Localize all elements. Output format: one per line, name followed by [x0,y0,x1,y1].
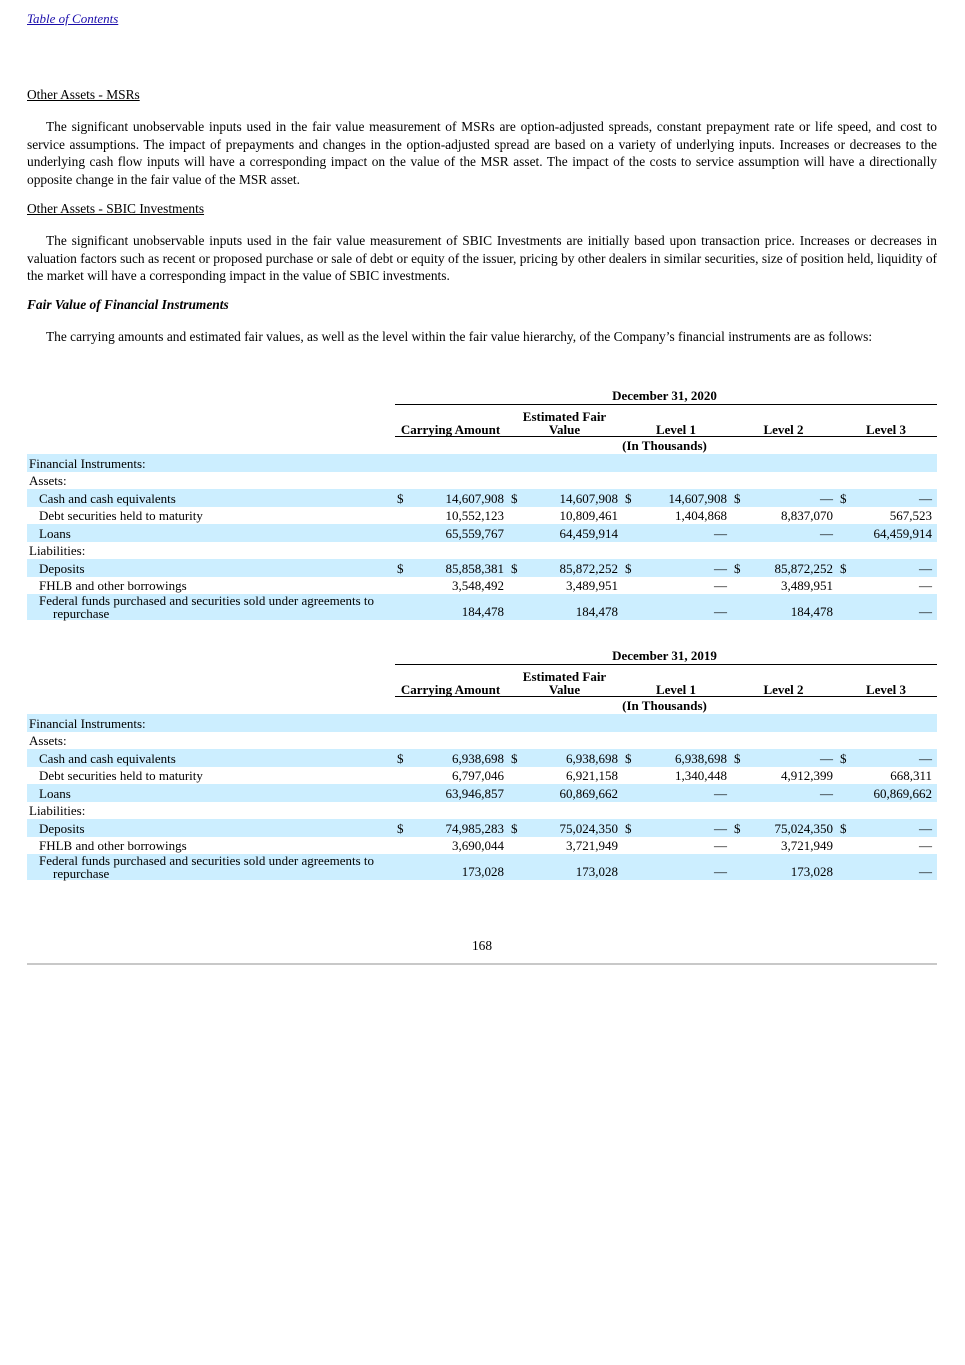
cell-value: 85,872,252 [523,559,623,577]
row-label: FHLB and other borrowings [39,578,187,593]
cell-value: — [714,838,727,853]
fair-value-intro: The carrying amounts and estimated fair values, as well as the level within the fair value hierarchy, of the Company’s financial instruments are as follows: [46,329,873,344]
cell-value: — [637,559,732,577]
table-row [27,507,937,525]
currency-symbol: $ [732,559,746,577]
cell-value: 10,809,461 [559,508,618,523]
cell-value: 75,024,350 [746,819,838,837]
cell-value: — [919,838,932,853]
cell-value: 14,607,908 [523,489,623,507]
table-row [27,594,937,620]
sbic-paragraph: The significant unobservable inputs used in the fair value measurement of SBIC Investments are initially based upon transaction price. Increases or decreases in valuation factors such as recent or proposed purchase or sale of debt or equity of the issuer, pricing by other dealers in similar securities, size of position held, liquidity of the market will have a corresponding impact in the value of SBIC investments. [27,233,937,283]
row-label: Financial Instruments: [27,454,395,472]
cell-value: 3,690,044 [452,838,504,853]
cell-value: 10,552,123 [445,508,504,523]
currency-symbol: $ [732,489,746,507]
row-label: Debt securities held to maturity [39,508,203,523]
table-row [27,802,937,820]
row-label: Liabilities: [29,803,86,818]
cell-value: 6,797,046 [452,768,504,783]
row-label: Assets: [29,473,67,488]
row-label: Federal funds purchased and securities sold under agreements to repurchase [27,854,395,880]
table-row [27,472,937,490]
table-row [27,767,937,785]
level2-header: Level 2 [732,664,838,696]
table-of-contents-link[interactable]: Table of Contents [27,11,119,26]
cell-value: 1,340,448 [675,768,727,783]
cell-value: — [852,854,937,880]
cell-value: 184,478 [746,594,838,620]
cell-value: 1,404,868 [675,508,727,523]
currency-symbol: $ [838,559,852,577]
row-label: Federal funds purchased and securities sold under agreements to repurchase [27,594,395,620]
estimated-fair-value-header: Estimated Fair Value [509,664,623,696]
level3-header: Level 3 [838,664,937,696]
currency-symbol: $ [509,559,523,577]
table-date-header: December 31, 2019 [395,646,937,664]
msr-heading: Other Assets - MSRs [27,87,140,102]
cell-value: 14,607,908 [637,489,732,507]
cell-value: 85,872,252 [746,559,838,577]
cell-value: 60,869,662 [852,784,937,802]
level1-header: Level 1 [623,664,732,696]
cell-value: — [637,854,732,880]
cell-value: — [746,524,838,542]
cell-value: 567,523 [889,508,932,523]
table-row [27,784,937,802]
cell-value: 3,489,951 [566,578,618,593]
cell-value: 85,858,381 [409,559,509,577]
row-label: Assets: [29,733,67,748]
row-label: FHLB and other borrowings [39,838,187,853]
table-row [27,559,937,577]
table-row [27,454,937,472]
cell-value: — [852,559,937,577]
cell-value: — [746,749,838,767]
table-row [27,524,937,542]
row-label: Cash and cash equivalents [27,749,395,767]
cell-value: 60,869,662 [523,784,623,802]
cell-value: 173,028 [523,854,623,880]
cell-value: — [746,489,838,507]
cell-value: — [919,578,932,593]
cell-value: 173,028 [409,854,509,880]
table-row [27,577,937,595]
currency-symbol: $ [623,489,637,507]
currency-symbol: $ [838,749,852,767]
table-row [27,819,937,837]
cell-value: 3,489,951 [781,578,833,593]
row-label: Debt securities held to maturity [39,768,203,783]
row-label: Deposits [27,819,395,837]
cell-value: 64,459,914 [852,524,937,542]
table-row [27,837,937,855]
table-row [27,749,937,767]
cell-value: 64,459,914 [523,524,623,542]
table-row [27,489,937,507]
cell-value: 74,985,283 [409,819,509,837]
currency-symbol: $ [395,559,409,577]
cell-value: — [746,784,838,802]
table-row [27,542,937,560]
cell-value: 6,938,698 [523,749,623,767]
table-row [27,732,937,750]
row-label: Loans [27,524,395,542]
cell-value: — [852,594,937,620]
carrying-amount-header: Carrying Amount [395,664,509,696]
currency-symbol: $ [838,819,852,837]
cell-value: — [637,819,732,837]
page-divider [27,963,937,965]
row-label: Cash and cash equivalents [27,489,395,507]
row-label: Liabilities: [29,543,86,558]
cell-value: 668,311 [890,768,932,783]
currency-symbol: $ [509,819,523,837]
cell-value: 3,721,949 [781,838,833,853]
level1-header: Level 1 [623,404,732,436]
page-number: 168 [471,938,493,953]
fair-value-table-2020 [27,386,937,620]
level3-header: Level 3 [838,404,937,436]
table-date-header: December 31, 2020 [395,386,937,404]
cell-value: 6,938,698 [637,749,732,767]
cell-value: 63,946,857 [409,784,509,802]
currency-symbol: $ [623,559,637,577]
cell-value: 6,938,698 [409,749,509,767]
cell-value: 184,478 [523,594,623,620]
row-label: Financial Instruments: [27,714,395,732]
estimated-fair-value-header: Estimated Fair Value [509,404,623,436]
cell-value: 6,921,158 [566,768,618,783]
cell-value: 184,478 [409,594,509,620]
units-header: (In Thousands) [622,438,707,453]
fair-value-heading: Fair Value of Financial Instruments [27,297,229,312]
currency-symbol: $ [395,749,409,767]
cell-value: — [852,749,937,767]
level2-header: Level 2 [732,404,838,436]
carrying-amount-header: Carrying Amount [395,404,509,436]
cell-value: — [714,578,727,593]
table-row [27,714,937,732]
currency-symbol: $ [395,489,409,507]
currency-symbol: $ [395,819,409,837]
cell-value: 14,607,908 [409,489,509,507]
cell-value: 173,028 [746,854,838,880]
cell-value: 75,024,350 [523,819,623,837]
currency-symbol: $ [623,749,637,767]
currency-symbol: $ [509,749,523,767]
cell-value: 3,721,949 [566,838,618,853]
cell-value: — [637,784,732,802]
units-header: (In Thousands) [622,698,707,713]
row-label: Deposits [27,559,395,577]
cell-value: 8,837,070 [781,508,833,523]
cell-value: 3,548,492 [452,578,504,593]
table-row [27,854,937,880]
sbic-heading: Other Assets - SBIC Investments [27,201,205,216]
currency-symbol: $ [509,489,523,507]
cell-value: — [852,819,937,837]
currency-symbol: $ [838,489,852,507]
cell-value: 65,559,767 [409,524,509,542]
currency-symbol: $ [732,749,746,767]
msr-paragraph: The significant unobservable inputs used in the fair value measurement of MSRs are option-adjusted spreads, constant prepayment rate or life speed, and cost to service assumptions. The impact of prepayments and changes in the option-adjusted spread are based on a variety of underlying inputs. Increases or decreases to the underlying cash flow inputs will have a corresponding impact on the value of the MSR asset. The impact of the costs to service assumption will have a directionally opposite change in the fair value of the MSR asset. [27,119,937,187]
cell-value: — [637,524,732,542]
cell-value: — [637,594,732,620]
cell-value: — [852,489,937,507]
cell-value: 4,912,399 [781,768,833,783]
row-label: Loans [27,784,395,802]
currency-symbol: $ [732,819,746,837]
fair-value-table-2019 [27,646,937,880]
currency-symbol: $ [623,819,637,837]
